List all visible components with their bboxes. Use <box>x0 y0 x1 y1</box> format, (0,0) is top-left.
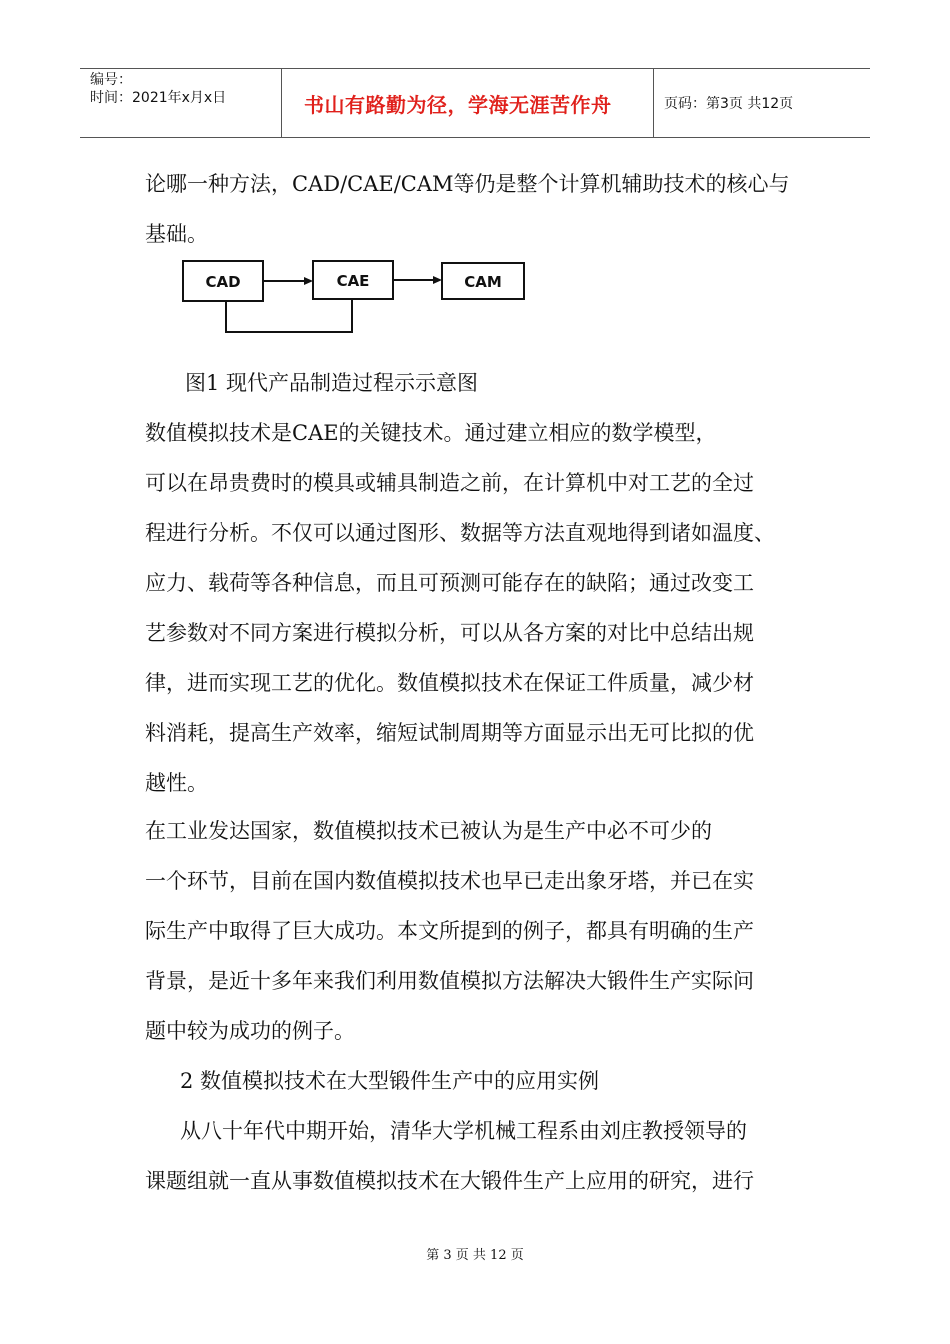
paragraph-line: 可以在昂贵费时的模具或辅具制造之前，在计算机中对工艺的全过 <box>145 471 754 495</box>
paragraph-3 <box>180 1106 840 1156</box>
paragraph-line: 律，进而实现工艺的优化。数值模拟技术在保证工件质量，减少材 <box>145 671 754 695</box>
feedback-line <box>226 299 352 332</box>
paragraph-line: 料消耗，提高生产效率，缩短试制周期等方面显示出无可比拟的优 <box>145 721 754 745</box>
diagram-label-cam: CAM <box>464 273 502 291</box>
paragraph-line: 在工业发达国家，数值模拟技术已被认为是生产中必不可少的 <box>145 819 712 843</box>
section-heading <box>180 1056 840 1106</box>
arrow-head-1 <box>304 277 313 285</box>
paragraph-line: 一个环节，目前在国内数值模拟技术也早已走出象牙塔，并已在实 <box>145 869 754 893</box>
paragraph-line: 越性。 <box>145 771 208 795</box>
header-page-info: 页码：第3页 共12页 <box>664 96 794 112</box>
paragraph-line: 艺参数对不同方案进行模拟分析，可以从各方案的对比中总结出规 <box>145 621 754 645</box>
diagram-label-cae: CAE <box>336 272 370 290</box>
intro-line-2: 基础。 <box>145 222 208 246</box>
header-motto: 书山有路勤为径，学海无涯苦作舟 <box>282 69 654 137</box>
header-meta <box>80 69 282 137</box>
page-footer: 第 3 页 共 12 页 <box>426 1248 524 1263</box>
page-header <box>80 68 870 138</box>
paragraph-line: 数值模拟技术是CAE的关键技术。通过建立相应的数学模型， <box>145 421 717 445</box>
paragraph-line: 应力、载荷等各种信息，而且可预测可能存在的缺陷；通过改变工 <box>145 571 754 595</box>
paragraph-line: 题中较为成功的例子。 <box>145 1019 355 1043</box>
intro-line-1: 论哪一种方法，CAD/CAE/CAM等仍是整个计算机辅助技术的核心与 <box>145 172 790 196</box>
paragraph-line: 际生产中取得了巨大成功。本文所提到的例子，都具有明确的生产 <box>145 919 754 943</box>
figure-caption-text: 图1 现代产品制造过程示示意图 <box>185 371 479 395</box>
paragraph-3-cont <box>145 1156 805 1206</box>
arrow-head-2 <box>433 276 442 284</box>
intro-text <box>145 159 805 259</box>
section-heading-text: 2 数值模拟技术在大型锻件生产中的应用实例 <box>180 1069 600 1093</box>
process-diagram <box>180 255 540 335</box>
time-label: 时间：2021年x月x日 <box>90 90 227 106</box>
paragraph-line: 课题组就一直从事数值模拟技术在大锻件生产上应用的研究，进行 <box>145 1169 754 1193</box>
paragraph-line: 背景，是近十多年来我们利用数值模拟方法解决大锻件生产实际问 <box>145 969 754 993</box>
diagram-label-cad: CAD <box>205 273 241 291</box>
paragraph-1 <box>145 408 805 808</box>
paragraph-2 <box>145 806 805 1056</box>
number-label: 编号： <box>90 72 132 88</box>
figure-caption <box>185 358 845 408</box>
paragraph-line: 程进行分析。不仅可以通过图形、数据等方法直观地得到诸如温度、 <box>145 521 775 545</box>
paragraph-line: 从八十年代中期开始，清华大学机械工程系由刘庄教授领导的 <box>180 1119 747 1143</box>
